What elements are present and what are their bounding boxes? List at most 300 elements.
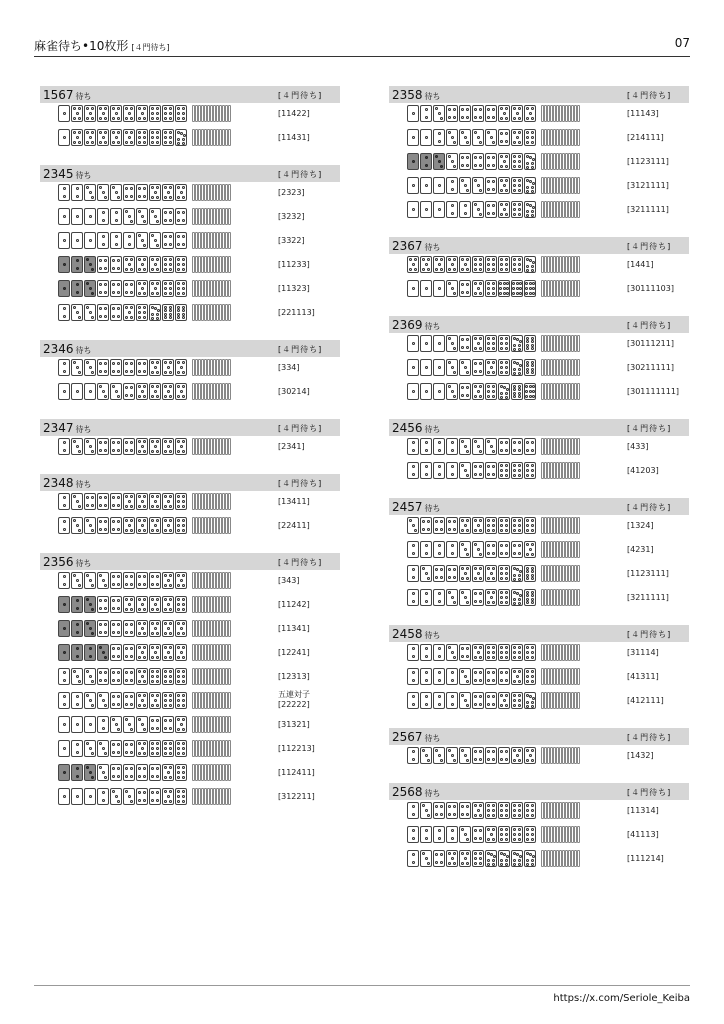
pip-dot (500, 671, 503, 674)
pip-dot (169, 186, 172, 189)
pattern-code (627, 830, 659, 840)
pip-dot (130, 728, 133, 731)
pin-tile-5 (123, 256, 135, 273)
pip-dot (102, 747, 105, 750)
pip-dot (425, 449, 428, 452)
pin-tile-1 (84, 383, 96, 400)
pip-dot (518, 814, 521, 817)
pip-dot (531, 838, 534, 841)
pip-dot (518, 372, 521, 375)
pip-dot (490, 445, 493, 448)
pip-dot (151, 694, 154, 697)
pip-dot (466, 567, 469, 570)
pin-tile-1 (58, 280, 70, 297)
pip-dot (182, 107, 185, 110)
pip-dot (512, 282, 515, 285)
pin-tile-4 (162, 208, 174, 225)
pip-dot (151, 519, 154, 522)
pip-dot (86, 141, 89, 144)
pip-dot (180, 723, 183, 726)
pip-dot (448, 282, 451, 285)
pip-dot (117, 775, 120, 778)
hand-row (389, 824, 689, 848)
pin-tile-6 (511, 826, 523, 843)
pip-dot (412, 679, 415, 682)
hand-row (40, 278, 340, 302)
tile-back (228, 596, 231, 613)
pattern-code (278, 720, 310, 730)
pip-dot (130, 117, 133, 120)
pin-tile-1 (71, 788, 83, 805)
pip-dot (141, 287, 144, 290)
pin-tile-5 (123, 129, 135, 146)
pip-dot (169, 727, 172, 730)
pip-dot (451, 651, 454, 654)
pin-tile-5 (84, 129, 96, 146)
pip-dot (167, 524, 170, 527)
pip-dot (500, 758, 503, 761)
pin-tile-6 (511, 256, 523, 273)
pip-dot (128, 263, 131, 266)
pip-dot (438, 287, 441, 290)
pip-dot (151, 186, 154, 189)
pip-dot (513, 519, 516, 522)
pip-dot (466, 759, 469, 762)
pip-dot (412, 544, 415, 547)
pattern-code (278, 188, 305, 198)
pip-dot (451, 837, 454, 840)
pip-dot (86, 519, 89, 522)
pip-dot (169, 219, 172, 222)
pip-dot (492, 758, 495, 761)
tile-backs (541, 850, 580, 867)
tile-backs (541, 105, 580, 122)
pip-dot (438, 184, 441, 187)
pin-tile-4 (123, 572, 135, 589)
pattern-code (278, 442, 305, 452)
pin-tile-3 (84, 596, 96, 613)
pip-dot (451, 703, 454, 706)
pip-dot (505, 449, 508, 452)
pip-dot (91, 776, 94, 779)
pip-dot (164, 219, 167, 222)
pin-tile-5 (524, 541, 536, 558)
pip-dot (177, 440, 180, 443)
pip-dot (529, 112, 532, 115)
pin-tile-4 (472, 153, 484, 170)
pip-dot (76, 751, 79, 754)
pip-dot (518, 529, 521, 532)
pip-dot (412, 861, 415, 864)
pip-dot (156, 529, 159, 532)
pip-dot (177, 771, 180, 774)
pip-dot (63, 671, 66, 674)
pip-dot (438, 647, 441, 650)
wait-tiles-label (392, 239, 441, 253)
pin-tile-4 (110, 572, 122, 589)
pip-dot (169, 584, 172, 587)
pip-dot (151, 268, 154, 271)
pip-dot (466, 164, 469, 167)
section-tag: [４門待ち] (278, 424, 323, 433)
hand-row (40, 570, 340, 594)
pip-dot (104, 370, 107, 373)
pip-dot (86, 504, 89, 507)
pip-dot (125, 195, 128, 198)
pin-tile-6 (511, 644, 523, 661)
pip-dot (156, 775, 159, 778)
pip-dot (505, 651, 508, 654)
tile-backs (541, 668, 580, 685)
wait-section (40, 474, 340, 539)
wait-section (40, 419, 340, 460)
pip-dot (505, 347, 508, 350)
pip-dot (76, 579, 79, 582)
pin-tile-5 (71, 105, 83, 122)
pattern-code-line: [1432] (627, 751, 654, 760)
tile-backs (192, 105, 231, 122)
pin-tile-3 (84, 764, 96, 781)
pip-dot (466, 601, 469, 604)
pin-tile-7 (175, 129, 187, 146)
section-header (389, 316, 689, 333)
pip-dot (182, 385, 185, 388)
pip-dot (180, 579, 183, 582)
pip-dot (177, 500, 180, 503)
pip-dot (532, 182, 535, 185)
pip-dot (117, 655, 120, 658)
pattern-code-line: [11314] (627, 806, 659, 815)
pip-dot (177, 670, 180, 673)
pip-dot (182, 704, 185, 707)
pip-dot (177, 361, 180, 364)
wait-suffix: 待ち (424, 243, 441, 252)
pip-dot (518, 574, 521, 577)
section-header (40, 340, 340, 357)
pin-tile-3 (446, 589, 458, 606)
pin-tile-2 (407, 644, 419, 661)
pip-dot (487, 529, 490, 532)
pip-dot (112, 307, 115, 310)
pin-tile-4 (97, 256, 109, 273)
pip-dot (76, 607, 79, 610)
pip-dot (422, 268, 425, 271)
pip-dot (532, 395, 535, 398)
pip-dot (91, 141, 94, 144)
pip-dot (86, 117, 89, 120)
pin-tile-6 (524, 644, 536, 661)
pin-tile-6 (511, 177, 523, 194)
pip-dot (412, 853, 415, 856)
tile-back (577, 802, 580, 819)
pip-dot (505, 809, 508, 812)
pin-tile-4 (498, 541, 510, 558)
pip-dot (513, 395, 516, 398)
pip-dot (169, 800, 172, 803)
pin-tile-2 (446, 668, 458, 685)
pip-dot (86, 440, 89, 443)
pip-dot (518, 184, 521, 187)
pip-dot (461, 131, 464, 134)
pip-dot (182, 529, 185, 532)
pin-tile-2 (446, 692, 458, 709)
pip-dot (177, 529, 180, 532)
pin-tile-4 (123, 438, 135, 455)
pin-tile-8 (524, 565, 536, 582)
hand-row (389, 515, 689, 539)
pip-dot (78, 117, 81, 120)
pin-tile-3 (136, 232, 148, 249)
pip-dot (453, 116, 456, 119)
pip-dot (117, 496, 120, 499)
pip-dot (182, 287, 185, 290)
pip-dot (440, 268, 443, 271)
pip-dot (89, 136, 92, 139)
pattern-code-line: [412111] (627, 696, 664, 705)
pip-dot (412, 366, 415, 369)
pip-dot (466, 116, 469, 119)
pin-tile-5 (162, 764, 174, 781)
section-header (40, 165, 340, 182)
pip-dot (487, 188, 490, 191)
pip-dot (169, 112, 172, 115)
tile-back (228, 716, 231, 733)
pip-dot (169, 646, 172, 649)
pip-dot (138, 583, 141, 586)
pip-dot (143, 608, 146, 611)
pip-dot (500, 601, 503, 604)
pip-dot (182, 699, 185, 702)
pip-dot (531, 441, 534, 444)
pip-dot (461, 291, 464, 294)
pattern-code-line: [31321] (278, 720, 310, 729)
pip-dot (177, 766, 180, 769)
pip-dot (451, 390, 454, 393)
pin-tile-2 (407, 668, 419, 685)
pin-tile-6 (524, 517, 536, 534)
pin-tile-5 (511, 129, 523, 146)
pip-dot (117, 267, 120, 270)
pip-dot (466, 268, 469, 271)
pip-dot (487, 212, 490, 215)
pip-dot (99, 186, 102, 189)
pip-dot (451, 263, 454, 266)
pin-tile-4 (459, 105, 471, 122)
pip-dot (104, 656, 107, 659)
pin-tile-4 (433, 802, 445, 819)
pip-dot (412, 671, 415, 674)
pip-dot (409, 519, 412, 522)
pip-dot (130, 291, 133, 294)
pin-tile-1 (433, 359, 445, 376)
pip-dot (505, 107, 508, 110)
pip-dot (500, 567, 503, 570)
pip-dot (164, 131, 167, 134)
pip-dot (151, 450, 154, 453)
tile-back (577, 668, 580, 685)
pip-dot (531, 828, 534, 831)
pip-dot (143, 268, 146, 271)
pin-tile-6 (498, 565, 510, 582)
pip-dot (526, 543, 529, 546)
pip-dot (99, 631, 102, 634)
pip-dot (99, 267, 102, 270)
pip-dot (412, 655, 415, 658)
pip-dot (487, 473, 490, 476)
pip-dot (76, 366, 79, 369)
pip-dot (182, 519, 185, 522)
pip-dot (513, 372, 516, 375)
pip-dot (164, 287, 167, 290)
pip-dot (112, 186, 115, 189)
pip-dot (125, 767, 128, 770)
pip-dot (412, 342, 415, 345)
pin-tile-6 (175, 692, 187, 709)
pin-tile-2 (97, 208, 109, 225)
pip-dot (128, 235, 131, 238)
pip-dot (63, 520, 66, 523)
pip-dot (531, 117, 534, 120)
pip-dot (76, 187, 79, 190)
pip-dot (112, 117, 115, 120)
pip-dot (518, 651, 521, 654)
pip-dot (479, 529, 482, 532)
section-header (40, 553, 340, 570)
pin-tile-5 (71, 129, 83, 146)
pin-tile-5 (162, 644, 174, 661)
pin-tile-3 (97, 740, 109, 757)
pip-dot (518, 165, 521, 168)
pip-dot (104, 504, 107, 507)
pip-dot (76, 623, 79, 626)
tile-hand (58, 280, 188, 298)
pip-dot (448, 749, 451, 752)
pip-dot (154, 287, 157, 290)
pin-tile-3 (97, 383, 109, 400)
pattern-code-line: [1441] (627, 260, 654, 269)
wait-section (40, 86, 340, 151)
pip-dot (438, 600, 441, 603)
pip-dot (182, 500, 185, 503)
pip-dot (138, 718, 141, 721)
pin-tile-5 (149, 620, 161, 637)
pip-dot (412, 449, 415, 452)
pin-tile-4 (524, 438, 536, 455)
pip-dot (177, 603, 180, 606)
pin-tile-4 (110, 596, 122, 613)
pin-tile-4 (433, 850, 445, 867)
pip-dot (73, 306, 76, 309)
pip-dot (104, 395, 107, 398)
tile-hand (407, 359, 537, 377)
pip-dot (89, 239, 92, 242)
pip-dot (177, 747, 180, 750)
pip-dot (156, 608, 159, 611)
pip-dot (169, 790, 172, 793)
pip-dot (448, 813, 451, 816)
tile-hand (407, 644, 537, 662)
pin-tile-2 (407, 438, 419, 455)
hand-row (389, 436, 689, 460)
pip-dot (412, 524, 415, 527)
pin-tile-6 (498, 517, 510, 534)
pin-tile-6 (162, 105, 174, 122)
pip-dot (425, 164, 428, 167)
pip-dot (125, 575, 128, 578)
pip-dot (154, 603, 157, 606)
pin-tile-2 (433, 462, 445, 479)
pin-tile-4 (498, 438, 510, 455)
pip-dot (182, 309, 185, 312)
pip-dot (117, 623, 120, 626)
pip-dot (76, 195, 79, 198)
pip-dot (125, 583, 128, 586)
pip-dot (125, 449, 128, 452)
pip-dot (164, 790, 167, 793)
pip-dot (513, 651, 516, 654)
pip-dot (492, 591, 495, 594)
pip-dot (531, 670, 534, 673)
pip-dot (487, 131, 490, 134)
pin-tile-5 (162, 572, 174, 589)
pip-dot (182, 632, 185, 635)
pip-dot (513, 552, 516, 555)
pin-tile-3 (84, 256, 96, 273)
pip-dot (138, 575, 141, 578)
tile-hand (407, 438, 537, 456)
pip-dot (182, 598, 185, 601)
pip-dot (125, 529, 128, 532)
pip-dot (169, 699, 172, 702)
pip-dot (86, 694, 89, 697)
pattern-code-line: [30214] (278, 387, 310, 396)
wait-number: 2356 (43, 555, 74, 569)
pip-dot (156, 136, 159, 139)
tile-backs (192, 788, 231, 805)
tile-back (228, 644, 231, 661)
pin-tile-3 (459, 177, 471, 194)
pip-dot (531, 553, 534, 556)
pip-dot (531, 519, 534, 522)
pip-dot (156, 505, 159, 508)
pattern-code (627, 157, 669, 167)
pin-tile-1 (407, 201, 419, 218)
pip-dot (128, 311, 131, 314)
pip-dot (130, 647, 133, 650)
pin-tile-3 (71, 493, 83, 510)
pip-dot (500, 656, 503, 659)
pip-dot (461, 529, 464, 532)
pip-dot (138, 752, 141, 755)
tile-hand (58, 232, 188, 250)
pin-tile-3 (459, 826, 471, 843)
pip-dot (78, 131, 81, 134)
pip-dot (505, 155, 508, 158)
tile-back (577, 129, 580, 146)
pip-dot (169, 747, 172, 750)
pip-dot (89, 390, 92, 393)
pip-dot (519, 287, 522, 290)
pip-dot (505, 268, 508, 271)
pip-dot (513, 344, 516, 347)
pip-dot (487, 342, 490, 345)
pip-dot (425, 695, 428, 698)
wait-section (389, 86, 689, 223)
pin-tile-6 (175, 105, 187, 122)
pip-dot (104, 528, 107, 531)
pin-tile-5 (524, 105, 536, 122)
pip-dot (115, 219, 118, 222)
